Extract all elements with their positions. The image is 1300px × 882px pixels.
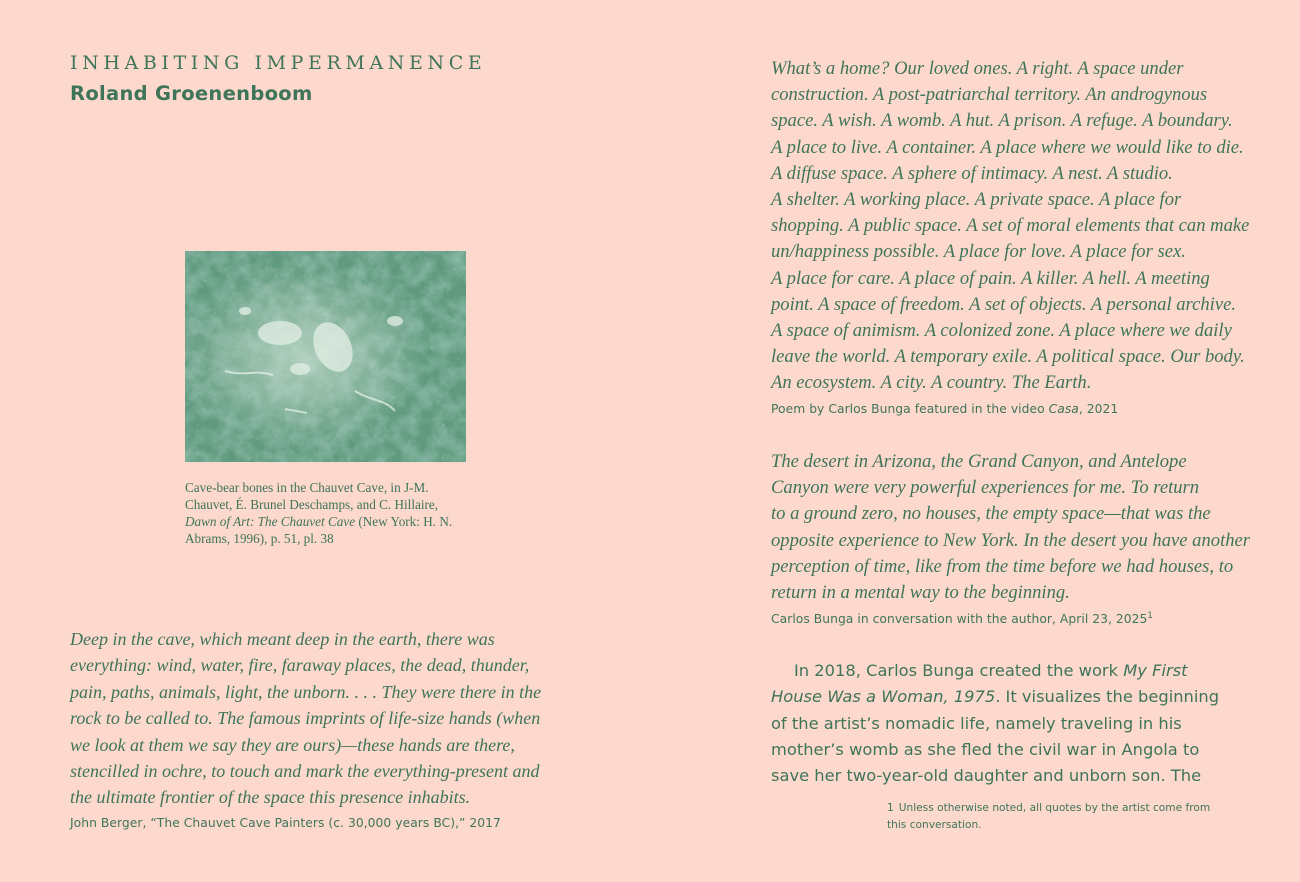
artwork-title: House Was a Woman, 1975 — [771, 687, 996, 707]
body-line: mother’s womb as she fled the civil war in Angola to — [771, 739, 1200, 759]
berger-attribution: John Berger, “The Chauvet Cave Painters (c. 30,000 years BC),” 2017 — [70, 816, 501, 830]
body-line-text: In 2018, Carlos Bunga created the work — [794, 661, 1124, 680]
poem-line: A space of animism. A colonized zone. A place where we daily — [771, 320, 1232, 342]
figure-caption — [185, 479, 485, 547]
footnote-number: 1 — [887, 802, 894, 814]
poem-line: A place for care. A place of pain. A killer. A hell. A meeting — [771, 267, 1210, 289]
caption-line: Abrams, 1996), p. 51, pl. 38 — [185, 531, 334, 546]
footnote-text: Unless otherwise noted, all quotes by the artist come from — [898, 802, 1211, 814]
quote-line: opposite experience to New York. In the desert you have another — [771, 529, 1251, 551]
poem-line: A place to live. A container. A place where we would like to die. — [771, 136, 1244, 158]
body-line-text: . It visualizes the beginning — [995, 687, 1220, 707]
footnote-ref[interactable]: 1 — [1147, 611, 1153, 621]
footnote-line: this conversation. — [887, 819, 982, 831]
caption-publisher: (New York: H. N. — [355, 514, 453, 529]
berger-quote — [70, 626, 541, 811]
quote-line: stencilled in ochre, to touch and mark the everything-present and — [70, 761, 540, 782]
caption-line: Cave-bear bones in the Chauvet Cave, in J-M. — [185, 480, 429, 495]
quote-line: to a ground zero, no houses, the empty space—that was the — [771, 503, 1211, 525]
poem-line: What’s a home? Our loved ones. A right. A space under — [771, 58, 1184, 79]
quote-line: Canyon were very powerful experiences for me. To return — [771, 477, 1200, 499]
poem-line: un/happiness possible. A place for love. A place for sex. — [771, 241, 1186, 263]
desert-attribution — [771, 611, 1153, 626]
body-line: of the artist’s nomadic life, namely traveling in his — [771, 713, 1182, 733]
quote-line: return in a mental way to the beginning. — [771, 582, 1070, 604]
poem-attribution-suffix: , 2021 — [1078, 402, 1119, 416]
poem-line: leave the world. A temporary exile. A political space. Our body. — [771, 346, 1245, 368]
quote-line: everything: wind, water, fire, faraway places, the dead, thunder, — [70, 655, 530, 676]
quote-line: perception of time, like from the time before we had houses, to — [771, 555, 1234, 577]
body-line — [771, 658, 1219, 684]
poem-line: point. A space of freedom. A set of objects. A personal archive. — [771, 293, 1236, 315]
poem-line: An ecosystem. A city. A country. The Earth. — [771, 372, 1092, 394]
quote-line: rock to be called to. The famous imprints of life-size hands (when — [70, 708, 541, 729]
footnote — [887, 800, 1210, 834]
body-paragraph — [771, 658, 1219, 789]
chapter-kicker: INHABITING IMPERMANENCE — [70, 52, 487, 74]
poem-line: construction. A post-patriarchal territory. An androgynous — [771, 84, 1208, 106]
quote-line: Deep in the cave, which meant deep in the earth, there was — [70, 629, 495, 649]
caption-book-title: Dawn of Art: The Chauvet Cave — [185, 514, 356, 529]
quote-line: The desert in Arizona, the Grand Canyon, and Antelope — [771, 451, 1187, 472]
cave-bear-bones-photo — [185, 251, 466, 462]
poem-attribution — [771, 402, 1118, 416]
quote-line: we look at them we say they are ours)—these hands are there, — [70, 734, 515, 755]
caption-line — [185, 513, 485, 530]
quote-line: pain, paths, animals, light, the unborn. . . . They were there in the — [70, 681, 542, 702]
poem-line: A shelter. A working place. A private space. A place for — [771, 189, 1182, 211]
poem-attribution-prefix: Poem by Carlos Bunga featured in the video — [771, 402, 1049, 416]
poem-video-title: Casa — [1048, 402, 1079, 416]
artwork-title: My First — [1123, 661, 1188, 680]
quote-line: the ultimate frontier of the space this presence inhabits. — [70, 787, 471, 808]
body-line — [771, 684, 1219, 710]
poem-line: space. A wish. A womb. A hut. A prison. A refuge. A boundary. — [771, 110, 1233, 132]
desert-attribution-text: Carlos Bunga in conversation with the author, April 23, 2025 — [771, 612, 1148, 627]
poem-line: A diffuse space. A sphere of intimacy. A nest. A studio. — [771, 162, 1173, 184]
poem-line: shopping. A public space. A set of moral elements that can make — [771, 215, 1250, 237]
bunga-poem — [771, 56, 1249, 397]
caption-line: Chauvet, É. Brunel Deschamps, and C. Hillaire, — [185, 497, 439, 512]
chapter-author: Roland Groenenboom — [70, 82, 313, 105]
body-line: save her two-year-old daughter and unborn son. The — [771, 766, 1202, 786]
desert-quote — [771, 449, 1250, 606]
footnote-line — [887, 800, 1210, 817]
